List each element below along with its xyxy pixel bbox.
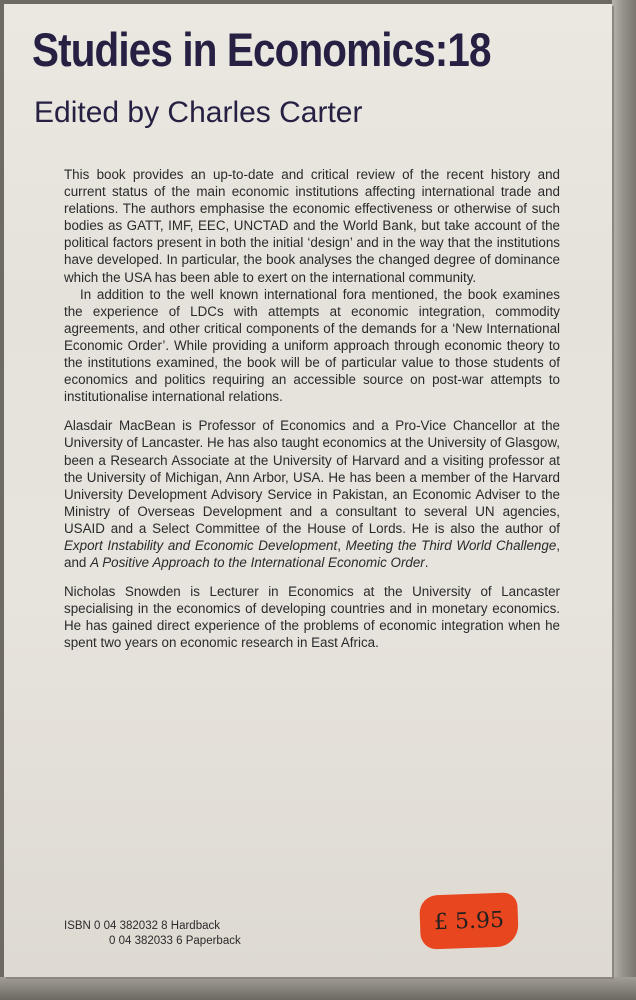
price-sticker: £ 5.95 xyxy=(419,892,519,949)
book-title-3: A Positive Approach to the International Economic Order xyxy=(90,555,425,571)
cover-page-edge xyxy=(612,0,636,1000)
macbean-bio-text: Alasdair MacBean is Professor of Economics and a Pro-Vice Chancellor at the University of Lancaster. He has also taught economics at the University of Glasgow, been a Research Associate at the University of Harvard and a visiting professor at the University of Michigan, Ann Arbor, USA. He has been a member of the Harvard University Development Advisory Service in Pakistan, an Economic Adviser to the Ministry of Overseas Development and a consultant to several UN agencies, USAID and a Select Committee of the House of Lords. He is also the author of xyxy=(64,418,560,536)
isbn-hardback: ISBN 0 04 382032 8 Hardback xyxy=(64,920,220,932)
author-bio-macbean xyxy=(64,417,560,571)
separator-1: , xyxy=(337,537,346,553)
author-bio-snowden: Nicholas Snowden is Lecturer in Economics at the University of Lancaster specialising in the economics of developing countries and in monetary economics. He has gained direct experience of the problems of economic integration when he spent two years on economic research in East Africa. xyxy=(64,584,560,651)
blurb-text xyxy=(64,166,560,652)
blurb-paragraph-1: This book provides an up-to-date and critical review of the recent history and current status of the main economic institutions affecting international trade and relations. The authors emphasise the economic effectiveness or otherwise of such bodies as GATT, IMF, EEC, UNCTAD and the World Bank, but take account of the political factors present in both the initial ‘design’ and in the way that the institutions have developed. In particular, the book analyses the changed degree of dominance which the USA has been able to exert on the international community. xyxy=(64,167,560,285)
book-title-2: Meeting the Third World Challenge xyxy=(345,537,557,553)
blurb-paragraph-2: In addition to the well known international fora mentioned, the book examines the experience of LDCs with attempts at economic integration, commodity agreements, and other critical components of the demands for a ‘New International Economic Order’. While providing a uniform approach through economic theory to the institutions examined, the book will be of particular value to those students of economics and politics requiring an accessible source on post-war attempts to institutionalise international relations. xyxy=(64,286,560,405)
cover-bottom-edge xyxy=(0,977,636,1000)
isbn-paperback: 0 04 382033 6 Paperback xyxy=(109,935,241,947)
separator-2: , and xyxy=(64,537,560,571)
isbn-block xyxy=(64,919,241,949)
bio-end: . xyxy=(424,555,429,571)
back-cover xyxy=(4,4,612,977)
book-title-1: Export Instability and Economic Development xyxy=(64,537,338,553)
editor-line: Edited by Charles Carter xyxy=(34,96,363,129)
series-title: Studies in Economics:18 xyxy=(32,23,491,76)
